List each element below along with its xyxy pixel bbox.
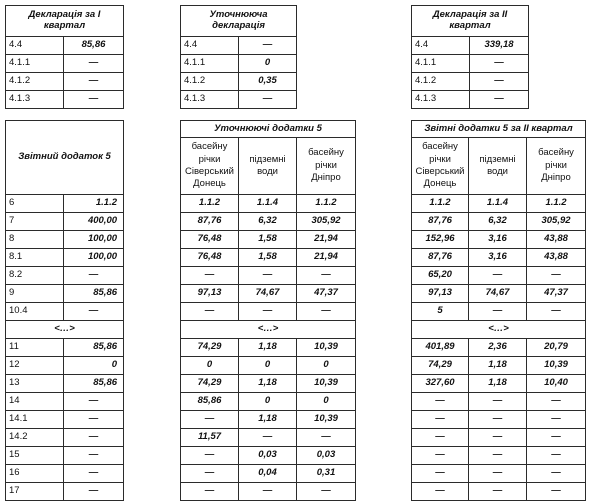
col-header-groundwater: підземні води — [239, 138, 297, 195]
row-label: 6 — [6, 195, 64, 213]
row-value: — — [527, 411, 586, 429]
row-value: 65,20 — [412, 267, 469, 285]
row-value: 1,18 — [239, 411, 297, 429]
row-value: 1,18 — [239, 375, 297, 393]
table-row — [181, 393, 356, 411]
table-row — [6, 465, 124, 483]
row-value: — — [64, 465, 124, 483]
row-value: — — [181, 411, 239, 429]
table-row — [181, 483, 356, 501]
row-value: — — [469, 447, 527, 465]
table-row — [412, 375, 586, 393]
row-label: 4.4 — [412, 37, 470, 55]
col-header-dnipro: басейну річки Дніпро — [297, 138, 356, 195]
row-value: — — [412, 393, 469, 411]
table-clarifying-declaration — [180, 5, 297, 109]
table-row — [181, 285, 356, 303]
row-value: 0,03 — [297, 447, 356, 465]
row-label: 12 — [6, 357, 64, 375]
table-row — [181, 357, 356, 375]
row-value: 43,88 — [527, 231, 586, 249]
table-row — [181, 231, 356, 249]
row-value: — — [64, 91, 124, 109]
row-value: 1.1.4 — [469, 195, 527, 213]
row-value: 85,86 — [64, 285, 124, 303]
row-value: — — [181, 303, 239, 321]
row-value: 97,13 — [412, 285, 469, 303]
row-value: 21,94 — [297, 249, 356, 267]
table-row — [412, 285, 586, 303]
row-value: 85,86 — [181, 393, 239, 411]
table-row — [6, 393, 124, 411]
row-value: 0 — [239, 55, 297, 73]
row-value: — — [64, 267, 124, 285]
row-value: 6,32 — [239, 213, 297, 231]
row-value: 87,76 — [181, 213, 239, 231]
row-value: 20,79 — [527, 339, 586, 357]
row-value: 74,67 — [469, 285, 527, 303]
row-value: — — [64, 483, 124, 501]
clar-title: Уточнююча декларація — [181, 6, 297, 37]
table-row — [181, 447, 356, 465]
table-row — [412, 249, 586, 267]
table-row — [412, 393, 586, 411]
row-value: — — [239, 303, 297, 321]
row-value: 401,89 — [412, 339, 469, 357]
row-value: 1.1.2 — [64, 195, 124, 213]
row-value: 74,29 — [412, 357, 469, 375]
table-row — [181, 411, 356, 429]
row-value: 85,86 — [64, 339, 124, 357]
table-row — [412, 483, 586, 501]
row-value: 339,18 — [470, 37, 529, 55]
row-value: 76,48 — [181, 249, 239, 267]
table-row — [6, 267, 124, 285]
table-row — [181, 465, 356, 483]
ellipsis-gap: <…> — [412, 321, 586, 339]
row-value: 97,13 — [181, 285, 239, 303]
table-row — [6, 357, 124, 375]
table-row — [6, 411, 124, 429]
ellipsis-gap: <…> — [6, 321, 124, 339]
table-row — [181, 267, 356, 285]
table-row — [412, 339, 586, 357]
row-value: 87,76 — [412, 213, 469, 231]
row-value: — — [527, 447, 586, 465]
table-q1-declaration — [5, 5, 124, 109]
table-row — [181, 303, 356, 321]
row-label: 10.4 — [6, 303, 64, 321]
table-row — [412, 195, 586, 213]
row-value: — — [412, 411, 469, 429]
row-value: 152,96 — [412, 231, 469, 249]
table-row — [6, 195, 124, 213]
row-value: 1,18 — [239, 339, 297, 357]
row-label: 14.1 — [6, 411, 64, 429]
row-value: 2,36 — [469, 339, 527, 357]
ellipsis-gap: <…> — [181, 321, 356, 339]
table-row — [6, 249, 124, 267]
row-value: 74,67 — [239, 285, 297, 303]
row-label: 7 — [6, 213, 64, 231]
row-value: — — [469, 483, 527, 501]
row-value: 0,03 — [239, 447, 297, 465]
row-label: 4.1.3 — [412, 91, 470, 109]
row-value: 1.1.2 — [527, 195, 586, 213]
row-value: 76,48 — [181, 231, 239, 249]
row-label: 4.1.2 — [412, 73, 470, 91]
row-value: 0 — [181, 357, 239, 375]
row-value: 21,94 — [297, 231, 356, 249]
row-value: — — [64, 393, 124, 411]
col-header-dnipro: басейну річки Дніпро — [527, 138, 586, 195]
row-value: — — [412, 483, 469, 501]
row-value: — — [469, 393, 527, 411]
table-row — [6, 429, 124, 447]
row-value: 1,18 — [469, 357, 527, 375]
table-row — [412, 231, 586, 249]
row-label: 8.1 — [6, 249, 64, 267]
row-label: 4.4 — [181, 37, 239, 55]
row-value: — — [239, 429, 297, 447]
table-row — [181, 375, 356, 393]
table-q2-declaration — [411, 5, 529, 109]
row-value: — — [181, 483, 239, 501]
col-header-siverskyi-donets: басейну річки Сіверський Донець — [181, 138, 239, 195]
row-value: 0 — [297, 357, 356, 375]
table-row — [181, 213, 356, 231]
row-value: 1.1.4 — [239, 195, 297, 213]
row-value: 3,16 — [469, 249, 527, 267]
row-value: — — [527, 303, 586, 321]
table-row — [6, 303, 124, 321]
row-value: 1.1.2 — [181, 195, 239, 213]
row-value: 305,92 — [297, 213, 356, 231]
row-value: 10,39 — [297, 375, 356, 393]
table-row — [6, 321, 124, 339]
row-label: 14.2 — [6, 429, 64, 447]
row-value: — — [64, 411, 124, 429]
row-label: 9 — [6, 285, 64, 303]
right-title: Звітні додатки 5 за ІІ квартал — [412, 121, 586, 138]
row-value: — — [181, 465, 239, 483]
row-value: 43,88 — [527, 249, 586, 267]
row-value: — — [64, 429, 124, 447]
table-row — [412, 447, 586, 465]
row-value: — — [181, 267, 239, 285]
row-value: 0,31 — [297, 465, 356, 483]
table-row — [412, 321, 586, 339]
col-header-groundwater: підземні води — [469, 138, 527, 195]
table-row — [181, 429, 356, 447]
row-value: — — [239, 91, 297, 109]
table-row — [6, 213, 124, 231]
row-value: — — [469, 303, 527, 321]
row-label: 4.1.2 — [181, 73, 239, 91]
row-value: — — [527, 483, 586, 501]
row-value: — — [239, 483, 297, 501]
row-label: 4.1.2 — [6, 73, 64, 91]
table-row — [181, 339, 356, 357]
row-value: 0 — [239, 393, 297, 411]
row-value: — — [64, 447, 124, 465]
row-value: 6,32 — [469, 213, 527, 231]
table-row — [412, 357, 586, 375]
table-row — [6, 339, 124, 357]
row-value: — — [527, 393, 586, 411]
row-value: — — [527, 267, 586, 285]
row-value: — — [64, 55, 124, 73]
row-value: — — [297, 429, 356, 447]
row-value: — — [412, 429, 469, 447]
row-value: 0 — [239, 357, 297, 375]
row-label: 4.1.3 — [181, 91, 239, 109]
row-value: — — [181, 447, 239, 465]
row-value: 1,58 — [239, 231, 297, 249]
row-value: 87,76 — [412, 249, 469, 267]
table-row — [412, 465, 586, 483]
table-row — [181, 249, 356, 267]
row-value: — — [239, 267, 297, 285]
table-row — [412, 411, 586, 429]
row-value: 0 — [297, 393, 356, 411]
row-value: — — [527, 465, 586, 483]
row-value: 47,37 — [297, 285, 356, 303]
row-value: — — [527, 429, 586, 447]
row-value: — — [469, 411, 527, 429]
row-value: — — [64, 73, 124, 91]
mid-title: Уточнюючі додатки 5 — [181, 121, 356, 138]
table-clarifying-annexes-5 — [180, 120, 356, 501]
row-value: 1,58 — [239, 249, 297, 267]
table-report-annex-5 — [5, 120, 124, 501]
row-value: — — [412, 447, 469, 465]
row-value: — — [469, 465, 527, 483]
row-value: 100,00 — [64, 231, 124, 249]
row-value: 3,16 — [469, 231, 527, 249]
row-value: 0 — [64, 357, 124, 375]
row-value: 10,39 — [527, 357, 586, 375]
row-value: 327,60 — [412, 375, 469, 393]
row-value: — — [469, 429, 527, 447]
row-value: — — [470, 91, 529, 109]
row-label: 14 — [6, 393, 64, 411]
row-value: 74,29 — [181, 339, 239, 357]
row-value: 11,57 — [181, 429, 239, 447]
row-value: 0,35 — [239, 73, 297, 91]
row-value: 10,39 — [297, 411, 356, 429]
row-value: 74,29 — [181, 375, 239, 393]
row-label: 8.2 — [6, 267, 64, 285]
row-value: — — [64, 303, 124, 321]
q2-title: Декларація за ІІ квартал — [412, 6, 529, 37]
table-row — [6, 231, 124, 249]
row-label: 4.1.1 — [181, 55, 239, 73]
row-label: 16 — [6, 465, 64, 483]
row-value: — — [470, 55, 529, 73]
row-value: 1,18 — [469, 375, 527, 393]
table-row — [412, 303, 586, 321]
row-value: — — [297, 483, 356, 501]
table-row — [412, 267, 586, 285]
table-row — [181, 321, 356, 339]
table-row — [6, 447, 124, 465]
table-row — [412, 429, 586, 447]
col-header-siverskyi-donets: басейну річки Сіверський Донець — [412, 138, 469, 195]
row-label: 4.1.3 — [6, 91, 64, 109]
table-row — [6, 375, 124, 393]
row-value: — — [469, 267, 527, 285]
row-value: 1.1.2 — [297, 195, 356, 213]
table-row — [6, 285, 124, 303]
row-value: 85,86 — [64, 37, 124, 55]
row-label: 4.4 — [6, 37, 64, 55]
row-value: — — [297, 303, 356, 321]
row-value: 400,00 — [64, 213, 124, 231]
row-value: 5 — [412, 303, 469, 321]
row-value: — — [297, 267, 356, 285]
row-label: 17 — [6, 483, 64, 501]
row-value: 305,92 — [527, 213, 586, 231]
left-title: Звітний додаток 5 — [6, 121, 124, 195]
row-label: 11 — [6, 339, 64, 357]
row-label: 13 — [6, 375, 64, 393]
table-row — [6, 483, 124, 501]
table-row — [181, 195, 356, 213]
row-label: 8 — [6, 231, 64, 249]
row-value: — — [412, 465, 469, 483]
row-value: 0,04 — [239, 465, 297, 483]
row-label: 15 — [6, 447, 64, 465]
row-value: 10,39 — [297, 339, 356, 357]
q1-title: Декларація за І квартал — [6, 6, 124, 37]
table-row — [412, 213, 586, 231]
row-label: 4.1.1 — [412, 55, 470, 73]
row-value: 10,40 — [527, 375, 586, 393]
row-value: 47,37 — [527, 285, 586, 303]
table-report-annexes-5-q2 — [411, 120, 586, 501]
row-value: — — [239, 37, 297, 55]
row-value: 100,00 — [64, 249, 124, 267]
row-value: — — [470, 73, 529, 91]
row-label: 4.1.1 — [6, 55, 64, 73]
row-value: 85,86 — [64, 375, 124, 393]
row-value: 1.1.2 — [412, 195, 469, 213]
